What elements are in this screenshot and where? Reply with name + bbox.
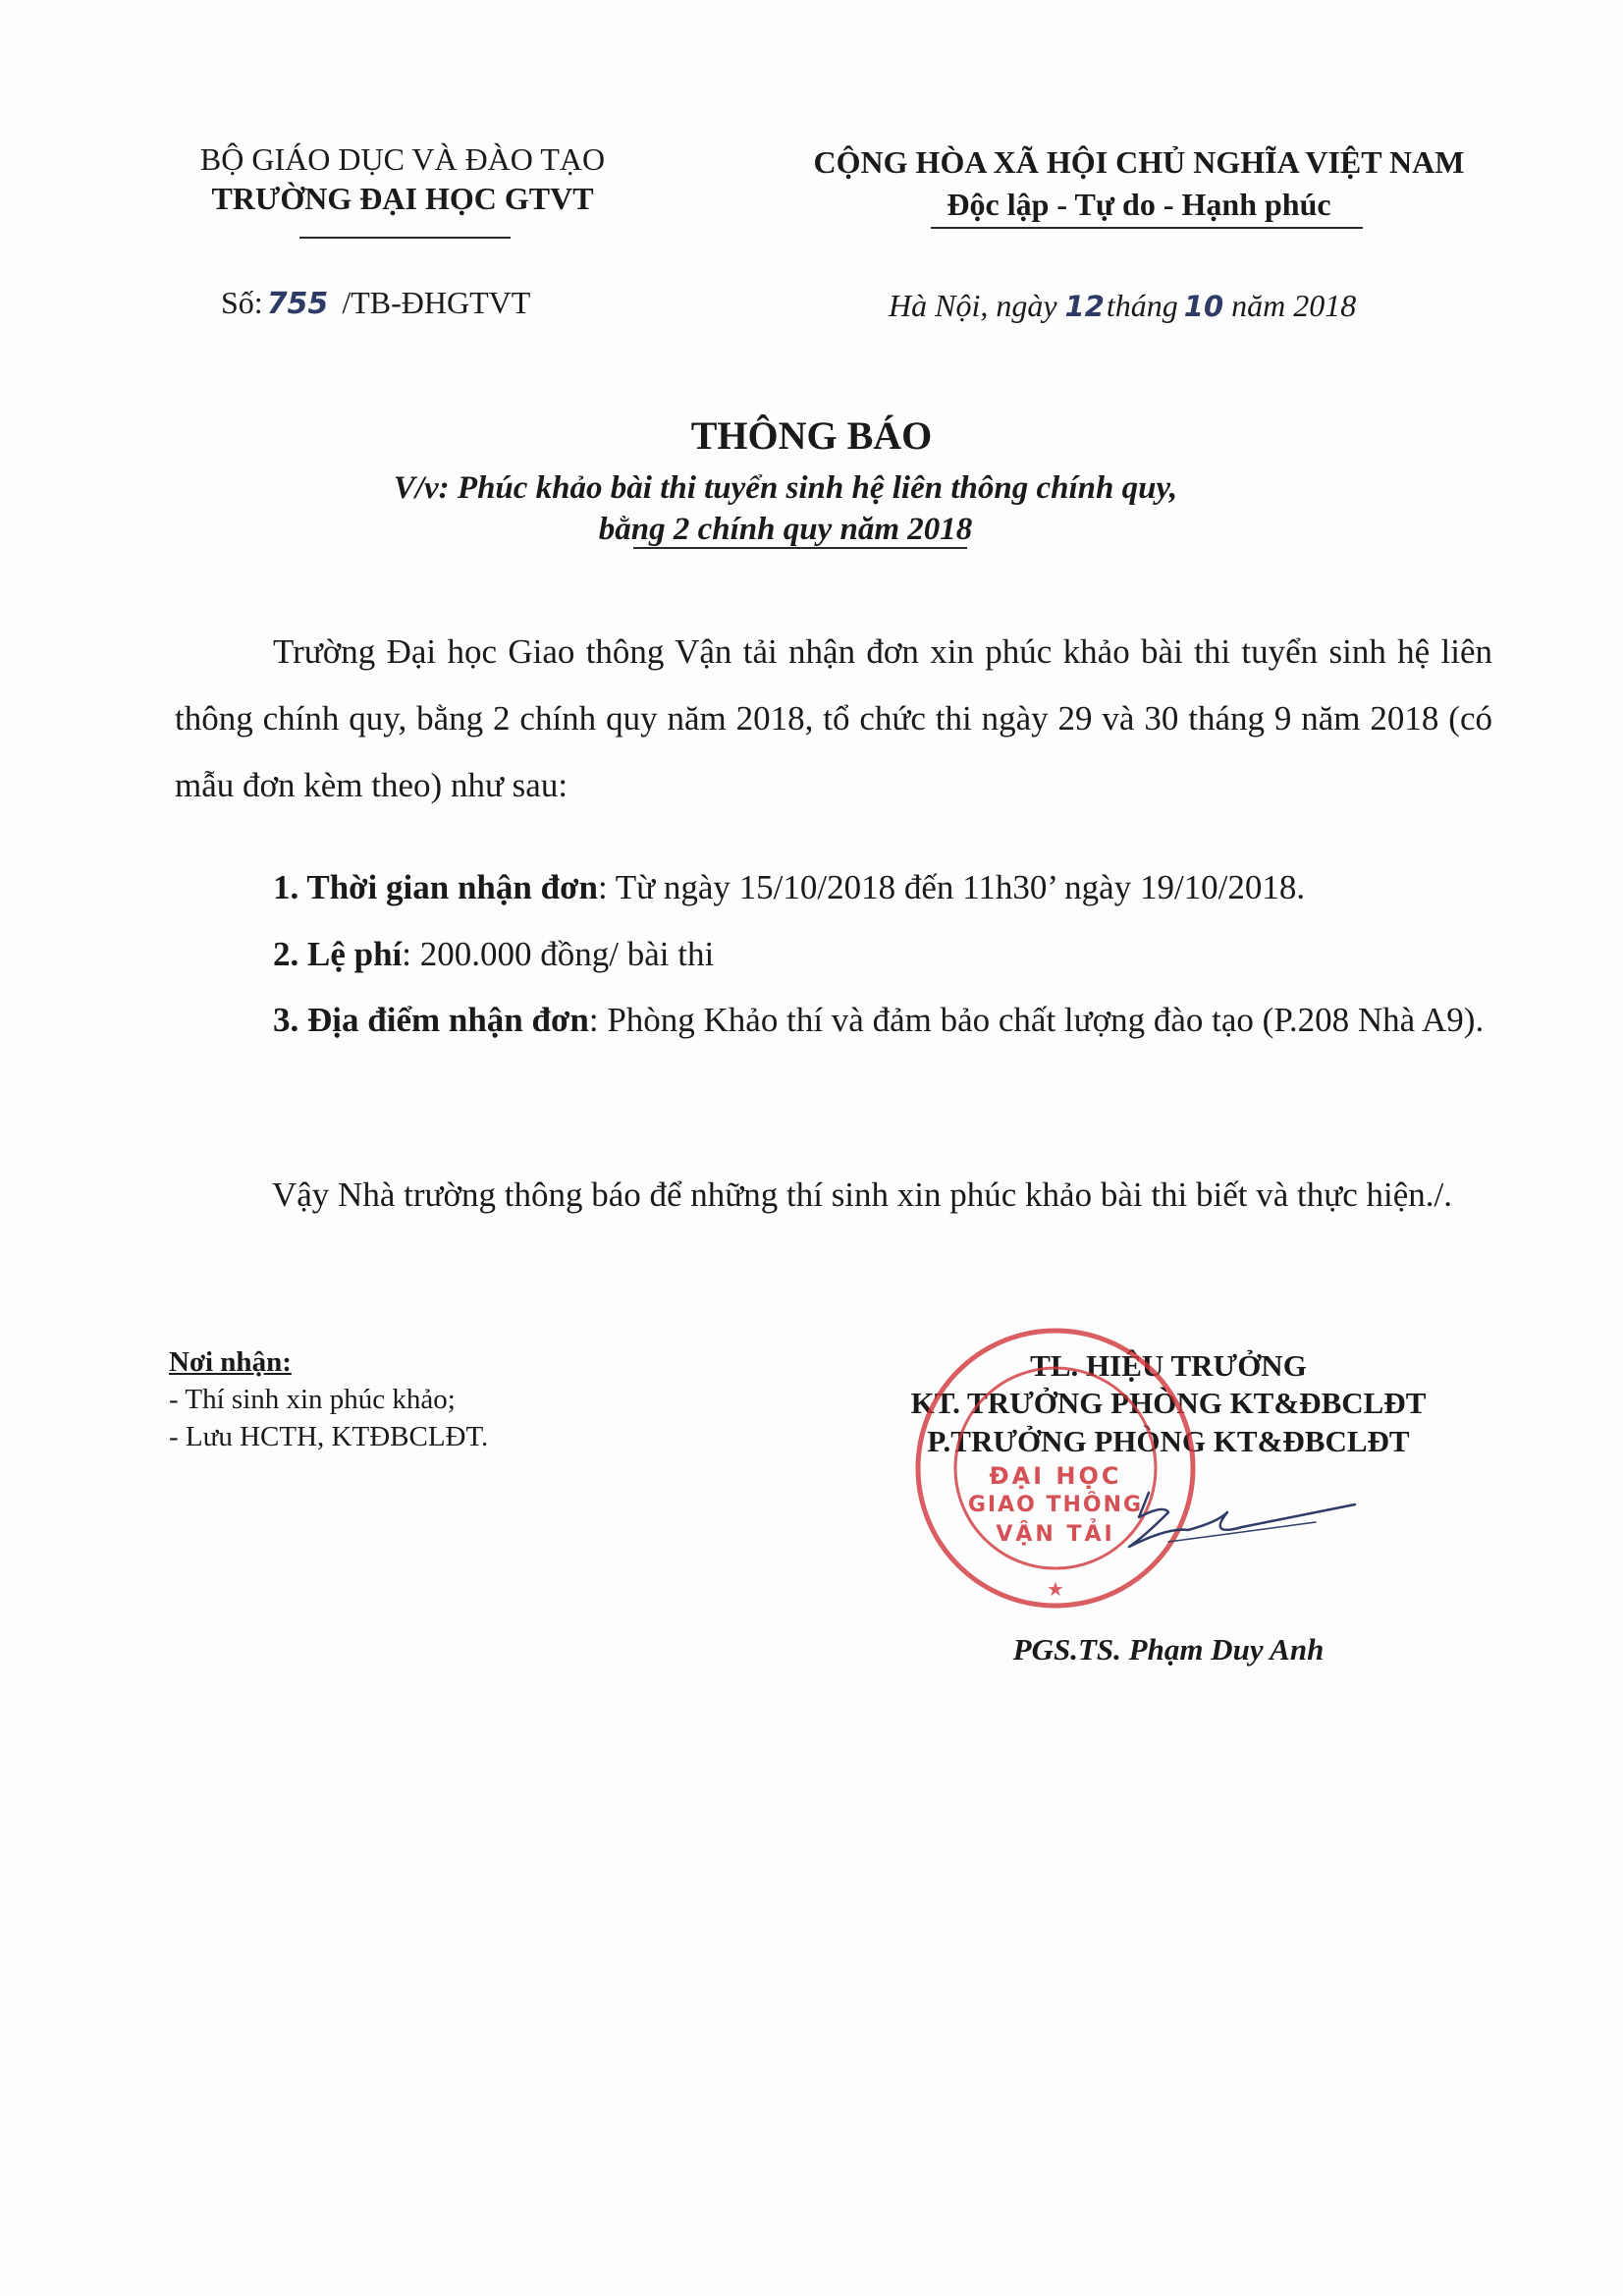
handwritten-signature [1109,1483,1365,1561]
recipients-heading: Nơi nhận: [169,1346,292,1378]
subject-line-2: bằng 2 chính quy năm 2018 [598,512,973,547]
motto-underline [931,227,1363,229]
recipient-line-1: - Thí sinh xin phúc khảo; [169,1384,456,1415]
school-underline [299,237,511,239]
subject-underline [633,547,967,549]
item-1-text: : Từ ngày 15/10/2018 đến 11h30’ ngày 19/10/2018. [597,868,1306,906]
intro-paragraph: Trường Đại học Giao thông Vận tải nhận đơn xin phúc khảo bài thi tuyển sinh hệ liên thông chính quy, bằng 2 chính quy năm 2018, tổ chức thi ngày 29 và 30 tháng 9 năm 2018 (có mẫu đơn kèm theo) như sau: [175,632,1492,804]
date-month-label: tháng [1106,288,1178,323]
signer-name: PGS.TS. Phạm Duy Anh [1012,1632,1325,1667]
seal-star: ★ [1047,1577,1064,1601]
seal-text-line-3: VẬN TẢI [996,1522,1115,1547]
ministry-name: BỘ GIÁO DỤC VÀ ĐÀO TẠO [199,141,606,177]
number-handwritten: 755 [266,287,329,321]
item-fee [175,921,1492,988]
item-location [175,987,1492,1054]
seal-text-line-1: ĐẠI HỌC [989,1462,1122,1490]
signature-line-1: TL. HIỆU TRƯỞNG [1030,1348,1307,1383]
school-name: TRƯỜNG ĐẠI HỌC GTVT [211,181,594,216]
issue-date [889,288,1356,324]
date-prefix: Hà Nội, ngày [889,288,1057,323]
item-2-label: 2. Lệ phí [273,935,403,973]
date-day-handwritten: 12 [1064,290,1105,323]
nation-motto: Độc lập - Tự do - Hạnh phúc [947,187,1331,222]
recipient-line-2: - Lưu HCTH, KTĐBCLĐT. [169,1421,489,1452]
signature-line-3: P.TRƯỞNG PHÒNG KT&ĐBCLĐT [927,1424,1410,1458]
item-3-text: : Phòng Khảo thí và đảm bảo chất lượng đào tạo (P.208 Nhà A9). [588,1001,1485,1039]
closing-paragraph: Vậy Nhà trường thông báo để những thí sinh xin phúc khảo bài thi biết và thực hiện./. [272,1175,1453,1214]
date-year: năm 2018 [1231,288,1357,323]
document-title: THÔNG BÁO [690,413,933,458]
number-suffix: /TB-ĐHGTVT [342,285,531,320]
item-receiving-time [175,854,1492,921]
number-label: Số: [221,285,263,320]
item-2-text: : 200.000 đồng/ bài thi [402,935,715,973]
seal-text-line-2: GIAO THÔNG [967,1493,1144,1517]
date-month-handwritten: 10 [1183,290,1224,323]
signature-line-2: KT. TRƯỞNG PHÒNG KT&ĐBCLĐT [910,1386,1427,1420]
subject-line-1: V/v: Phúc khảo bài thi tuyển sinh hệ liên thông chính quy, [393,470,1178,506]
item-1-label: 1. Thời gian nhận đơn [273,868,598,906]
item-3-label: 3. Địa điểm nhận đơn [273,1001,589,1039]
nation-name: CỘNG HÒA XÃ HỘI CHỦ NGHĨA VIỆT NAM [813,144,1465,180]
document-number [221,285,530,321]
